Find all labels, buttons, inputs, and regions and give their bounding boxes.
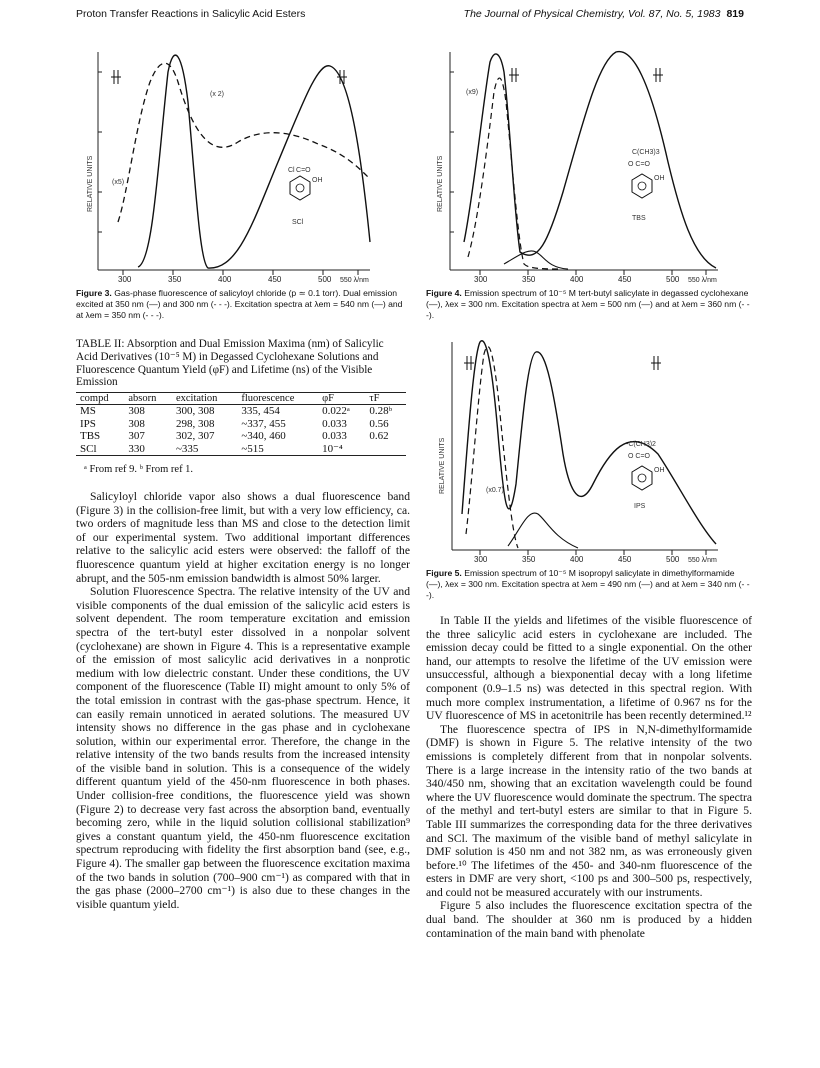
cell: 0.022ᵃ xyxy=(322,405,350,417)
cell: SCl xyxy=(80,442,97,455)
fig3-caption-text: Gas-phase fluorescence of salicyloyl chloride (p ≃ 0.1 torr). Dual emission excited at 350 nm (—) and 300 nm (- - -). Excitation spectra at λem = 540 nm (—) and at λem = 350 nm (- - -). xyxy=(76,288,403,320)
figure-4-caption xyxy=(426,288,752,321)
fig3-struct-name: SCl xyxy=(292,219,304,226)
fig3-solid-curve xyxy=(138,55,370,268)
fig4-struct-name: TBS xyxy=(632,215,646,222)
fig5-struct-top: -C(CH3)2 xyxy=(626,441,656,448)
cell: 0.033 xyxy=(322,417,347,430)
cell: ~337, 455 xyxy=(241,417,286,430)
fig5-tick-4: 500 xyxy=(666,555,680,564)
table-2 xyxy=(76,392,406,456)
right-column-text xyxy=(426,614,752,940)
fig5-benzene-ring xyxy=(632,466,652,490)
fig3-label-x5: (x5) xyxy=(112,179,125,186)
fig3-ylabel: RELATIVE UNITS xyxy=(87,155,94,212)
fig4-benzene-ring xyxy=(632,174,652,198)
fig5-solid-curve xyxy=(462,341,716,544)
figure-4 xyxy=(428,42,748,286)
paragraph: Figure 5 also includes the fluorescence excitation spectra of the dual band. The shoulder at 360 nm is produced by a hidden contamination of the main band with phenolate xyxy=(426,899,752,940)
fig5-tick-2: 400 xyxy=(570,555,584,564)
fig4-uv-band xyxy=(504,251,568,269)
cell: 0.033 xyxy=(322,430,347,442)
left-column-text xyxy=(76,490,410,911)
cell xyxy=(365,443,406,456)
fig4-struct-top: C(CH3)3 xyxy=(632,149,660,156)
page-number: 819 xyxy=(726,8,744,20)
cell: 0.56 xyxy=(369,417,389,430)
col-absorn: absorn xyxy=(124,393,172,405)
cell: 0.28ᵇ xyxy=(369,405,393,417)
fig3-benzene-ring xyxy=(290,176,310,200)
table-row xyxy=(76,405,406,418)
figure-5 xyxy=(428,334,748,566)
col-tau: τF xyxy=(365,393,406,405)
col-phi: φF xyxy=(318,393,365,405)
cell: ~340, 460 xyxy=(241,430,286,442)
paragraph: Solution Fluorescence Spectra. The relative intensity of the UV and visible components of the dual emission of the salicylic acid esters is solvent dependent. The room temperature excitation and emission spectra of the tert-butyl ester dissolved in a nonpolar solvent (cyclohexane) are shown in Figure 4. This is a representative example of the emission of most salicylic acid derivatives in a nonprotic medium with low dielectric constant. Under these conditions, the UV component of the fluorescence (Table II) might amount to only 5% of the total emission in contrast with the gas-phase spectrum. Hence, it can easily remain unnoticed in aerated solutions. The measured UV intensity shows no difference in the gas phase and in cyclohexane solution, within our experimental error. Therefore, the change in the relative intensity of the two bands results from the increased intensity of the visible band in solution. This is a consequence of the widely different quantum yield of the 450-nm fluorescence in both phases. Under collision-free conditions, the fluorescence yield was shown (Figure 2) to decrease very fast across the absorption band, eventually becoming zero, while in the liquid solution collisional stabilization⁹ gives a constant quantum yield, the 450-nm fluorescence excitation spectrum reproducing with fidelity the first absorption band (see, e.g., Figure 4). The smaller gap between the fluorescence excitation maxima of the two bands in solution (700–900 cm⁻¹) as compared with that in the gas phase (2000–2700 cm⁻¹) is also due to these changes in the visible quantum yield. xyxy=(76,585,410,911)
fig3-tick-3: 450 xyxy=(268,275,282,284)
table-2-title: TABLE II: Absorption and Dual Emission Maxima (nm) of Salicylic Acid Derivatives (10⁻⁵ M) in Degassed Cyclohexane Solutions and Fluorescence Quantum Yield (φF) and Lifetime (ns) of the Visible Emission xyxy=(76,338,384,389)
fig3-tick-0: 300 xyxy=(118,275,132,284)
cell: 307 xyxy=(128,430,145,442)
fig5-tick-3: 450 xyxy=(618,555,632,564)
fig4-tick-5: 550 λ/nm xyxy=(688,277,717,284)
fig4-struct-oh: OH xyxy=(654,175,665,182)
fig3-tick-4: 500 xyxy=(318,275,332,284)
fig3-label-x2: (x 2) xyxy=(210,91,224,98)
fig5-struct-oh: OH xyxy=(654,467,665,474)
paragraph: In Table II the yields and lifetimes of the visible fluorescence of the three salicylic acid esters in cyclohexane are included. The emission decay could be fitted to a single exponential. On the other hand, our attempts to resolve the lifetime of the UV emission were unsuccessful, although a biexponential decay with a long lifetime component (0.9–1.5 ns) was detected in this spectral region. With much more complex instrumentation, a lifetime of 0.967 ns for the UV fluorescence of MS in acetonitrile has been recently determined.¹² xyxy=(426,614,752,723)
cell: 300, 308 xyxy=(175,405,215,417)
fig4-tick-3: 450 xyxy=(618,275,632,284)
col-fluorescence: fluorescence xyxy=(237,393,318,405)
fig3-tick-5: 550 λ/nm xyxy=(340,277,369,284)
cell: 302, 307 xyxy=(175,430,215,442)
fig5-caption-label: Figure 5. xyxy=(426,568,462,578)
fig4-ylabel: RELATIVE UNITS xyxy=(437,155,444,212)
fig5-tick-0: 300 xyxy=(474,555,488,564)
cell: MS xyxy=(80,405,96,417)
fig3-struct-oh: OH xyxy=(312,177,323,184)
fig4-caption-text: Emission spectrum of 10⁻⁵ M tert-butyl salicylate in degassed cyclohexane (—), λex = 300 nm. Excitation spectra at λem = 500 nm (—) and at λem = 360 nm (- - -). xyxy=(426,288,750,320)
running-head-journal xyxy=(464,8,744,20)
running-head-title: Proton Transfer Reactions in Salicylic Acid Esters xyxy=(76,8,306,20)
cell: TBS xyxy=(80,430,101,442)
figure-3-caption xyxy=(76,288,410,321)
fig3-caption-label: Figure 3. xyxy=(76,288,112,298)
table-row xyxy=(76,443,406,456)
fig3-tick-2: 400 xyxy=(218,275,232,284)
cell: 330 xyxy=(128,442,145,455)
cell: 308 xyxy=(128,417,145,430)
cell: 10⁻⁴ xyxy=(322,442,343,455)
cell: 0.62 xyxy=(369,430,389,442)
fig3-tick-1: 350 xyxy=(168,275,182,284)
fig4-tick-0: 300 xyxy=(474,275,488,284)
cell: ~515 xyxy=(241,442,264,455)
cell: ~335 xyxy=(175,442,199,455)
fig5-struct-name: IPS xyxy=(634,503,646,510)
fig4-label-x9: (x9) xyxy=(466,89,479,96)
table-header-row xyxy=(76,393,406,405)
fig5-tick-1: 350 xyxy=(522,555,536,564)
fig5-uv-band xyxy=(508,513,578,548)
figure-3 xyxy=(78,42,410,286)
fig5-tick-5: 550 λ/nm xyxy=(688,557,717,564)
fig5-caption-text: Emission spectrum of 10⁻⁵ M isopropyl salicylate in dimethylformamide (—), λex = 300 nm. Excitation spectra at λem = 490 nm (—) and at λem = 340 nm (- - -). xyxy=(426,568,750,600)
col-excitation: excitation xyxy=(172,393,237,405)
cell: 335, 454 xyxy=(241,405,280,417)
cell: 308 xyxy=(128,405,145,417)
fig4-solid-curve xyxy=(464,52,716,268)
fig5-ylabel: RELATIVE UNITS xyxy=(439,437,446,494)
figure-4-plot xyxy=(428,42,748,286)
paragraph: Salicyloyl chloride vapor also shows a dual fluorescence band (Figure 3) in the collision-free limit, but with a very low efficiency, ca. two orders of magnitude less than MS and close to the detection limit of our experimental system. Two additional important differences relative to the salicylic acid esters were observed: the falloff of the fluorescence quantum yield at higher excitation energy is no longer abrupt, and the 505-nm emission bandwidth is almost 50% larger. xyxy=(76,490,410,585)
figure-5-caption xyxy=(426,568,752,601)
cell: IPS xyxy=(80,417,96,430)
fig4-caption-label: Figure 4. xyxy=(426,288,462,298)
fig4-tick-1: 350 xyxy=(522,275,536,284)
cell: 298, 308 xyxy=(175,417,215,430)
fig4-tick-4: 500 xyxy=(666,275,680,284)
fig5-label-x07: (x0.7) xyxy=(486,487,504,494)
paragraph: The fluorescence spectra of IPS in N,N-dimethylformamide (DMF) is shown in Figure 5. The relative intensity of the two emissions is completely different from that in nonpolar solvents. There is a large increase in the intensity ratio of the two bands at 340/450 nm, showing that an excitation wavelength could be found where the UV fluorescence would dominate the spectrum. The spectra of the methyl and tert-butyl esters are similar to that in Figure 5. Table III summarizes the corresponding data for the three derivatives and SCl. The maximum of the visible band of methyl salicylate in DMF solution is 450 nm and not 382 nm, as was erroneously given before.¹⁰ The lifetimes of the 450- and 340-nm fluorescence of the esters in DMF are very short, <100 ps and 300–500 ps, respectively, and could not be measured accurately with our instruments. xyxy=(426,722,753,899)
fig4-tick-2: 400 xyxy=(570,275,584,284)
col-compd: compd xyxy=(76,393,124,405)
fig5-struct-o: O C=O xyxy=(628,453,650,460)
journal-citation: The Journal of Physical Chemistry, Vol. 87, No. 5, 1983 xyxy=(463,8,721,20)
table-row xyxy=(76,418,406,431)
fig3-struct-top: Cl C=O xyxy=(288,167,311,174)
figure-5-plot xyxy=(428,334,748,566)
table-2-footnote: ᵃ From ref 9. ᵇ From ref 1. xyxy=(84,464,194,475)
table-row xyxy=(76,430,406,443)
figure-3-plot xyxy=(78,42,410,286)
fig4-struct-o: O C=O xyxy=(628,161,650,168)
